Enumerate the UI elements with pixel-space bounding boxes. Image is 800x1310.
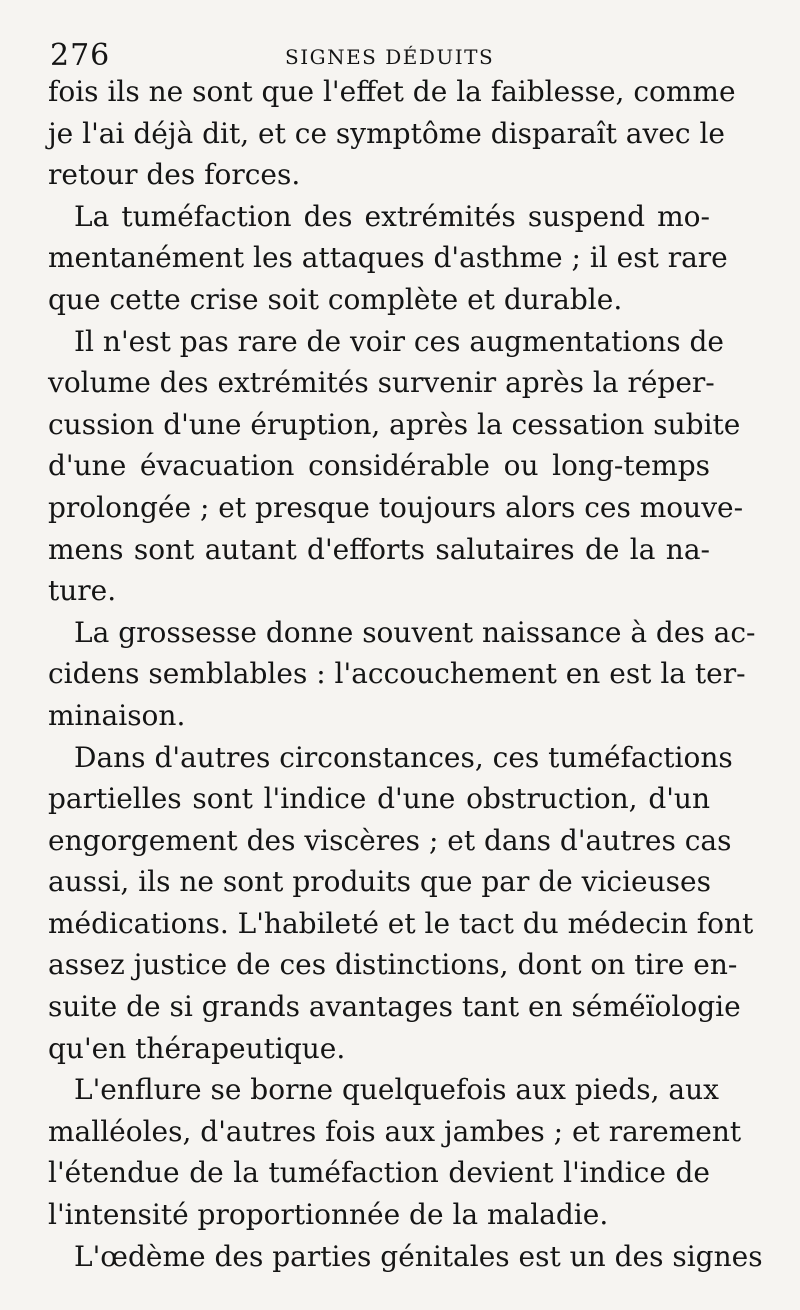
paragraph [48, 321, 744, 612]
paragraph [48, 196, 728, 321]
text-line: prolongée ; et presque toujours alors ces mouve- [48, 490, 744, 524]
text-line: qu'en thérapeutique. [48, 1031, 346, 1065]
text-line: La grossesse donne souvent naissance à des ac- [74, 615, 756, 649]
paragraph [48, 1236, 763, 1278]
text-line: La tuméfaction des extrémités suspend mo- [74, 199, 710, 233]
text-line: l'intensité proportionnée de la maladie. [48, 1198, 609, 1232]
text-line: que cette crise soit complète et durable. [48, 282, 623, 316]
text-line: fois ils ne sont que l'effet de la faiblesse, comme [48, 75, 736, 108]
paragraph [48, 71, 736, 196]
paragraph [48, 737, 754, 1070]
page-number: 276 [50, 38, 111, 73]
text-line: médications. L'habileté et le tact du médecin font [48, 906, 754, 940]
text-line: L'enflure se borne quelquefois aux pieds, aux [74, 1073, 719, 1107]
text-line: Dans d'autres circonstances, ces tuméfactions [74, 740, 733, 774]
text-line: retour des forces. [48, 158, 301, 192]
text-line: l'étendue de la tuméfaction devient l'indice de [48, 1156, 710, 1190]
text-line: cidens semblables : l'accouchement en est la ter- [48, 657, 746, 691]
text-line: aussi, ils ne sont produits que par de vicieuses [48, 865, 711, 899]
running-head: SIGNES DÉDUITS [285, 45, 495, 69]
body-text [48, 71, 763, 1277]
text-line: mentanément les attaques d'asthme ; il est rare [48, 241, 728, 275]
text-line: volume des extrémités survenir après la réper- [48, 366, 715, 400]
text-line: mens sont autant d'efforts salutaires de la na- [48, 532, 710, 566]
text-line: partielles sont l'indice d'une obstruction, d'un [48, 782, 710, 816]
text-line: suite de si grands avantages tant en séméïologie [48, 990, 741, 1024]
text-line: d'une évacuation considérable ou long-temps [48, 449, 710, 483]
text-line: minaison. [48, 698, 186, 732]
text-line: Il n'est pas rare de voir ces augmentations de [74, 324, 725, 358]
text-line: je l'ai déjà dit, et ce symptôme disparaît avec le [48, 116, 725, 150]
text-line: ture. [48, 574, 117, 608]
paragraph [48, 1069, 742, 1235]
text-line: engorgement des viscères ; et dans d'autres cas [48, 823, 732, 857]
text-line: L'œdème des parties génitales est un des signes [74, 1239, 763, 1273]
text-line: assez justice de ces distinctions, dont on tire en- [48, 948, 738, 982]
paragraph [48, 612, 756, 737]
text-line: cussion d'une éruption, après la cessation subite [48, 407, 741, 441]
text-line: malléoles, d'autres fois aux jambes ; et rarement [48, 1114, 742, 1148]
